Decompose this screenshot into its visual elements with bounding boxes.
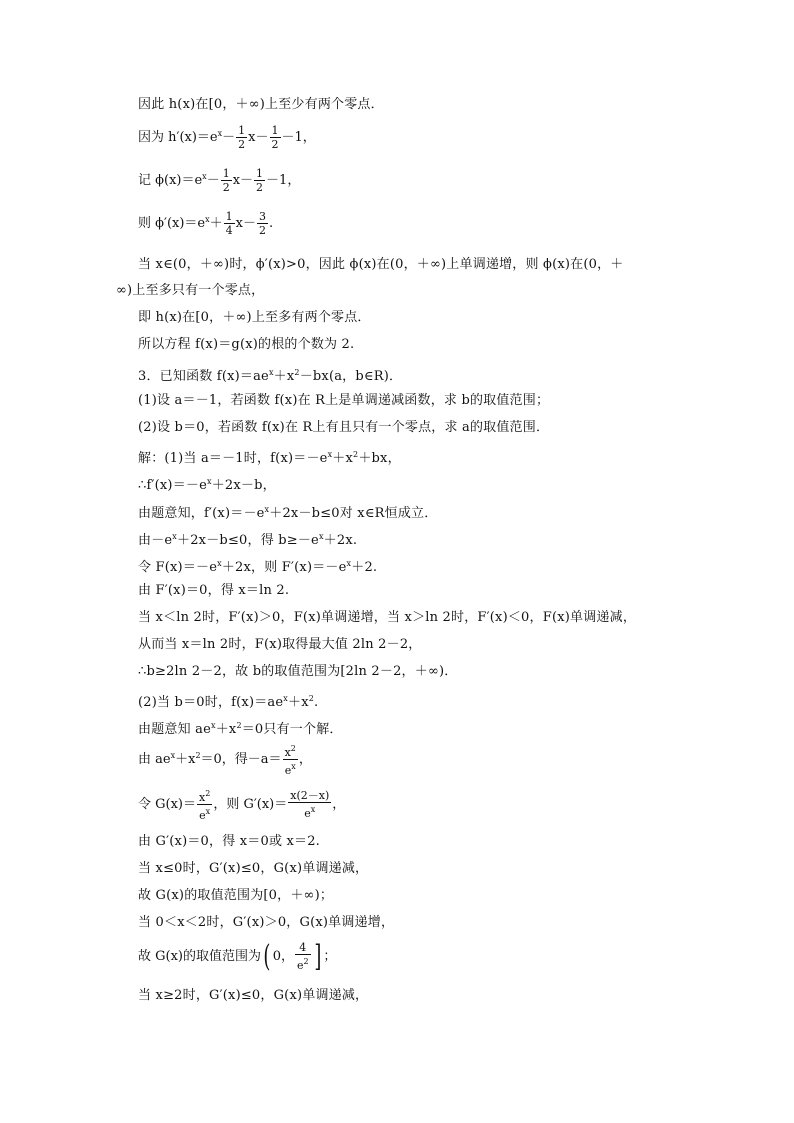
- denominator: [295, 955, 311, 972]
- text-run: ＋bx，: [358, 451, 401, 466]
- numerator: 1: [256, 167, 264, 180]
- text-run: 3．已知函数 f(x)＝ae: [138, 369, 269, 384]
- superscript: 2: [303, 957, 309, 966]
- equation-line: [138, 938, 337, 981]
- text-run: －: [222, 130, 236, 145]
- denominator: [283, 760, 298, 777]
- text-run: ＝0只有一个解．: [241, 722, 343, 737]
- text-run: ，则 G′(x)＝: [213, 797, 288, 812]
- superscript: x: [346, 559, 352, 568]
- superscript: 2: [353, 450, 359, 459]
- text-run: ＋2x.: [323, 533, 358, 548]
- fraction: [236, 124, 247, 151]
- text-line: 所以方程 f(x)＝g(x)的根的个数为 2.: [138, 337, 355, 352]
- text-line: 当 x≥2时，G′(x)≤0，G(x)单调递减，: [138, 988, 369, 1003]
- superscript: x: [283, 694, 288, 703]
- text-run: ，: [332, 797, 346, 812]
- text-run: 由题意知，f′(x)＝－e: [138, 506, 265, 521]
- superscript: x: [205, 807, 211, 816]
- denominator: 2: [259, 224, 266, 237]
- text-run: ＋2x－b≤0对 x∈R恒成立．: [269, 506, 438, 521]
- superscript: x: [327, 450, 333, 459]
- numerator: 3: [259, 210, 266, 223]
- text-run: 由 ae: [138, 752, 171, 767]
- open-paren: (: [263, 938, 271, 974]
- text-run: ∴f′(x)＝－e: [138, 478, 208, 493]
- text-run: ；: [323, 949, 337, 964]
- text-line: [138, 690, 694, 708]
- fraction: [257, 210, 268, 237]
- fraction: [270, 124, 281, 151]
- fraction: [197, 787, 212, 822]
- fraction: [295, 941, 311, 972]
- text-run: ＋2x－b≤0，得 b≥－e: [177, 533, 319, 548]
- text-run: x－: [235, 216, 256, 231]
- superscript: x: [318, 532, 324, 541]
- numerator: 1: [222, 167, 230, 180]
- superscript: x: [202, 172, 207, 181]
- superscript: 2: [195, 751, 201, 760]
- denominator: [197, 805, 212, 822]
- superscript: x: [310, 805, 316, 814]
- fraction: [288, 789, 331, 820]
- numerator: 4: [295, 941, 311, 955]
- denominator: 4: [225, 224, 233, 237]
- numerator: 1: [238, 124, 246, 137]
- text-line: (1)设 a＝－1，若函数 f(x)在 R上是单调递减函数，求 b的取值范围；: [138, 393, 550, 408]
- text-line: 由 F′(x)＝0，得 x＝ln 2.: [138, 583, 290, 598]
- superscript: x: [170, 751, 176, 760]
- equation-line: [138, 124, 316, 164]
- superscript: x: [210, 721, 216, 730]
- numerator: [283, 742, 298, 760]
- text-run: 令 F(x)＝－e: [138, 560, 218, 575]
- text-run: ＋x: [332, 451, 354, 466]
- text-run: .: [314, 695, 319, 710]
- numerator: 1: [271, 124, 279, 137]
- text-run: 解：(1)当 a＝－1时，f(x)＝－e: [138, 451, 328, 466]
- text-line: [138, 555, 694, 573]
- fraction: [283, 742, 298, 777]
- numerator: 1: [225, 210, 233, 223]
- text-run: 由题意知 ae: [138, 722, 211, 737]
- denominator: [288, 803, 331, 820]
- denominator: 2: [222, 181, 230, 194]
- text-run: ＋2x－b，: [211, 478, 276, 493]
- text-run: ＋: [209, 216, 223, 231]
- superscript: x: [172, 532, 178, 541]
- text-run: x: [284, 746, 291, 759]
- text-run: 则 ϕ′(x)＝e: [138, 216, 206, 231]
- text-run: ＋x: [175, 752, 196, 767]
- text-run: ，: [298, 752, 312, 767]
- text-line: 当 0＜x＜2时，G′(x)＞0，G(x)单调递增，: [138, 915, 395, 930]
- denominator: 2: [256, 181, 264, 194]
- equation-line: [138, 742, 312, 782]
- text-run: 令 G(x)＝: [138, 797, 196, 812]
- text-run: ＝0，得－a＝: [200, 752, 282, 767]
- text-line: (2)设 b＝0，若函数 f(x)在 R上有且只有一个零点，求 a的取值范围．: [138, 420, 550, 435]
- superscript: x: [205, 215, 210, 224]
- superscript: 2: [308, 694, 315, 703]
- text-run: 因为 h′(x)＝e: [138, 130, 218, 145]
- text-line: 从而当 x＝ln 2时，F(x)取得最大值 2ln 2－2，: [138, 637, 422, 652]
- text-run: －1，: [266, 173, 301, 188]
- text-line: [138, 528, 694, 546]
- text-run: x: [199, 791, 206, 804]
- superscript: 2: [290, 744, 296, 753]
- text-run: e: [297, 959, 304, 972]
- superscript: 2: [205, 789, 211, 798]
- text-line: ∞)上至多只有一个零点，: [116, 283, 265, 298]
- superscript: x: [217, 129, 223, 138]
- text-run: 由－e: [138, 533, 173, 548]
- text-run: ＋x: [288, 695, 309, 710]
- text-line: 即 h(x)在[0，＋∞)上至多有两个零点．: [138, 310, 371, 325]
- text-run: －bx(a，b∈R)．: [299, 369, 403, 384]
- equation-line: [138, 787, 345, 827]
- text-run: .: [269, 216, 274, 231]
- text-line: 当 x≤0时，G′(x)≤0，G(x)单调递减，: [138, 861, 369, 876]
- numerator: [197, 787, 212, 805]
- text-run: 记 ϕ(x)＝e: [138, 173, 203, 188]
- text-run: 故 G(x)的取值范围为: [138, 949, 261, 964]
- fraction: [224, 210, 235, 237]
- text-line: 故 G(x)的取值范围为[0，＋∞)；: [138, 888, 334, 903]
- text-run: ＋x: [215, 722, 237, 737]
- denominator: 2: [271, 138, 279, 151]
- text-run: －1，: [281, 130, 316, 145]
- text-run: ＋x: [273, 369, 295, 384]
- superscript: x: [291, 762, 296, 771]
- fraction: [221, 167, 232, 194]
- fraction: [254, 167, 265, 194]
- text-run: －: [206, 173, 220, 188]
- superscript: x: [268, 368, 274, 377]
- equation-line: [138, 210, 273, 250]
- text-line: [138, 717, 694, 735]
- close-bracket: ]: [313, 938, 321, 974]
- problem-statement: [138, 364, 694, 382]
- text-line: 因此 h(x)在[0，＋∞)上至少有两个零点．: [138, 97, 384, 112]
- text-run: ＋2x，则 F′(x)＝－e: [221, 560, 347, 575]
- text-line: 当 x∈(0，＋∞)时，ϕ′(x)>0，因此 ϕ(x)在(0，＋∞)上单调递增，则 ϕ(x)在(0，＋: [138, 257, 624, 272]
- text-line: [138, 473, 694, 491]
- text-run: e: [284, 764, 292, 777]
- text-line: [138, 501, 694, 519]
- text-line: 当 x＜ln 2时，F′(x)＞0，F(x)单调递增，当 x＞ln 2时，F′(x)＜0，F(x)单调递减，: [138, 610, 637, 625]
- text-run: e: [304, 807, 311, 820]
- superscript: 2: [294, 368, 300, 377]
- text-line: ∴b≥2ln 2－2，故 b的取值范围为[2ln 2－2，＋∞)．: [138, 664, 458, 679]
- denominator: 2: [238, 138, 246, 151]
- text-line: [138, 446, 694, 464]
- text-run: ＋2.: [351, 560, 378, 575]
- equation-line: [138, 167, 300, 207]
- superscript: x: [207, 477, 212, 486]
- text-run: x－: [232, 173, 254, 188]
- text-run: 0，: [272, 949, 294, 964]
- superscript: x: [264, 505, 270, 514]
- text-run: (2)当 b＝0时，f(x)＝ae: [138, 695, 284, 710]
- superscript: 2: [236, 721, 242, 730]
- superscript: x: [217, 559, 222, 568]
- numerator: x(2－x): [290, 789, 330, 802]
- text-run: x－: [248, 130, 269, 145]
- text-line: 由 G′(x)＝0，得 x＝0或 x＝2.: [138, 834, 321, 849]
- text-run: e: [199, 809, 206, 822]
